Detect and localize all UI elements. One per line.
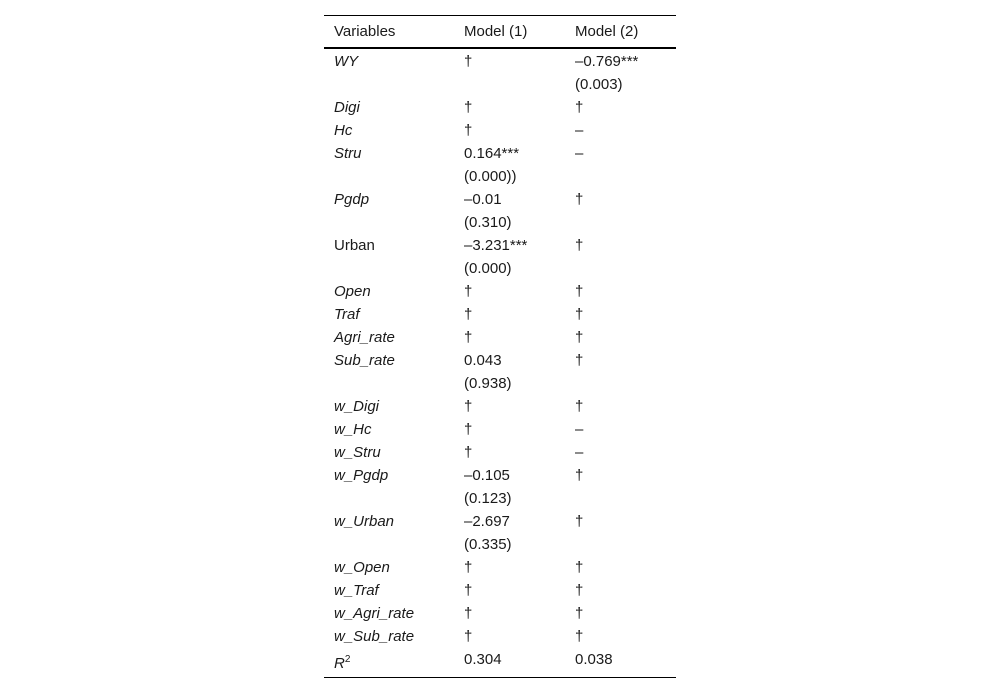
variable-name-cell [324,349,454,395]
coefficient-value: –0.105 [464,467,510,484]
table-row [324,602,676,625]
table-row [324,418,676,441]
model-1-cell [454,234,565,280]
model-2-cell [565,326,676,349]
variable-name-cell [324,556,454,579]
coefficient-value: † [575,628,584,645]
model-1-cell [454,648,565,678]
variable-name: Stru [334,145,362,162]
coefficient-value: † [575,306,584,323]
table-row [324,48,676,96]
coefficient-value: † [575,191,584,208]
coefficient-value: † [464,329,473,346]
model-1-cell [454,96,565,119]
model-1-cell [454,326,565,349]
model-2-cell [565,142,676,188]
variable-name-cell [324,326,454,349]
model-2-cell [565,579,676,602]
coefficient-value: † [464,306,473,323]
model-1-cell [454,142,565,188]
coefficient-value: † [575,467,584,484]
table-row [324,326,676,349]
table-row [324,556,676,579]
model-2-cell [565,119,676,142]
model-1-cell [454,602,565,625]
model-2-cell [565,349,676,395]
coefficient-value: 0.164*** [464,145,520,162]
model-1-cell [454,349,565,395]
variable-name: w_Digi [334,398,380,415]
p-value: (0.335) [464,536,512,553]
table-row [324,441,676,464]
model-1-cell [454,510,565,556]
table-row [324,349,676,395]
table-body [324,48,676,678]
table-row [324,280,676,303]
table-row [324,119,676,142]
coefficient-value: † [464,628,473,645]
coefficient-value: † [464,582,473,599]
p-value: (0.003) [575,76,623,93]
regression-table-container [324,15,676,678]
coefficient-value: † [575,283,584,300]
coefficient-value: † [464,444,473,461]
model-2-cell [565,625,676,648]
model-1-cell [454,579,565,602]
coefficient-value: † [464,605,473,622]
model-2-cell [565,303,676,326]
variable-name: Digi [334,99,360,116]
table-row [324,395,676,418]
variable-name: R [334,655,345,672]
p-value: (0.310) [464,214,512,231]
model-1-cell [454,303,565,326]
model-2-cell [565,510,676,556]
variable-name-cell [324,418,454,441]
model-1-cell [454,48,565,96]
model-2-cell [565,464,676,510]
header-model-1: Model (1) [464,23,528,40]
table-header [324,16,676,49]
variable-name: Urban [334,237,375,254]
variable-name: w_Open [334,559,390,576]
variable-name-cell [324,48,454,96]
table-row [324,303,676,326]
coefficient-value: – [575,444,584,461]
variable-name: WY [334,53,359,70]
coefficient-value: 0.304 [464,651,502,668]
variable-name: w_Sub_rate [334,628,415,645]
p-value: (0.938) [464,375,512,392]
coefficient-value: † [575,559,584,576]
model-2-cell [565,280,676,303]
variable-name: Hc [334,122,353,139]
variable-name: Sub_rate [334,352,395,369]
model-2-cell [565,48,676,96]
coefficient-value: † [464,122,473,139]
p-value: (0.000)) [464,168,517,185]
variable-name: w_Urban [334,513,395,530]
model-2-cell [565,234,676,280]
model-1-cell [454,418,565,441]
coefficient-value: † [575,582,584,599]
variable-name: Agri_rate [334,329,395,346]
table-row [324,464,676,510]
table-row [324,648,676,678]
model-1-cell [454,395,565,418]
variable-name-cell [324,441,454,464]
variable-name-cell [324,648,454,678]
variable-name-cell [324,142,454,188]
model-2-cell [565,96,676,119]
variable-name-cell [324,602,454,625]
variable-name-cell [324,96,454,119]
variable-name-cell [324,188,454,234]
variable-name: w_Traf [334,582,379,599]
coefficient-value: † [575,605,584,622]
model-2-cell [565,395,676,418]
superscript: 2 [344,654,351,665]
coefficient-value: 0.038 [575,651,613,668]
coefficient-value: –3.231*** [464,237,528,254]
model-2-cell [565,441,676,464]
variable-name: w_Stru [334,444,381,461]
coefficient-value: † [464,99,473,116]
coefficient-value: † [575,398,584,415]
variable-name-cell [324,280,454,303]
coefficient-value: –2.697 [464,513,510,530]
header-model-2: Model (2) [575,23,639,40]
variable-name: w_Pgdp [334,467,389,484]
coefficient-value: † [464,53,473,70]
coefficient-value: –0.769*** [575,53,639,70]
table-row [324,188,676,234]
model-1-cell [454,119,565,142]
table-row [324,142,676,188]
variable-name-cell [324,579,454,602]
model-2-cell [565,188,676,234]
coefficient-value: – [575,421,584,438]
header-variables: Variables [334,23,396,40]
variable-name-cell [324,119,454,142]
coefficient-value: † [464,559,473,576]
model-2-cell [565,418,676,441]
coefficient-value: † [464,421,473,438]
table-row [324,579,676,602]
p-value: (0.123) [464,490,512,507]
coefficient-value: † [575,352,584,369]
coefficient-value: † [575,329,584,346]
variable-name-cell [324,464,454,510]
variable-name: w_Agri_rate [334,605,415,622]
p-value: (0.000) [464,260,512,277]
coefficient-value: † [464,283,473,300]
regression-table [324,15,676,678]
table-row [324,96,676,119]
coefficient-value: 0.043 [464,352,502,369]
variable-name: Open [334,283,371,300]
variable-name-cell [324,303,454,326]
model-1-cell [454,556,565,579]
variable-name: Traf [334,306,360,323]
coefficient-value: † [575,237,584,254]
model-2-cell [565,556,676,579]
model-1-cell [454,625,565,648]
coefficient-value: † [575,99,584,116]
header-row [324,16,676,49]
coefficient-value: † [575,513,584,530]
coefficient-value: –0.01 [464,191,502,208]
coefficient-value: † [464,398,473,415]
model-1-cell [454,188,565,234]
model-1-cell [454,464,565,510]
variable-name-cell [324,625,454,648]
coefficient-value: – [575,145,584,162]
table-row [324,510,676,556]
table-row [324,625,676,648]
variable-name-cell [324,234,454,280]
model-1-cell [454,441,565,464]
variable-name-cell [324,510,454,556]
model-2-cell [565,602,676,625]
table-row [324,234,676,280]
variable-name: Pgdp [334,191,370,208]
model-1-cell [454,280,565,303]
model-2-cell [565,648,676,678]
variable-name: w_Hc [334,421,372,438]
coefficient-value: – [575,122,584,139]
variable-name-cell [324,395,454,418]
